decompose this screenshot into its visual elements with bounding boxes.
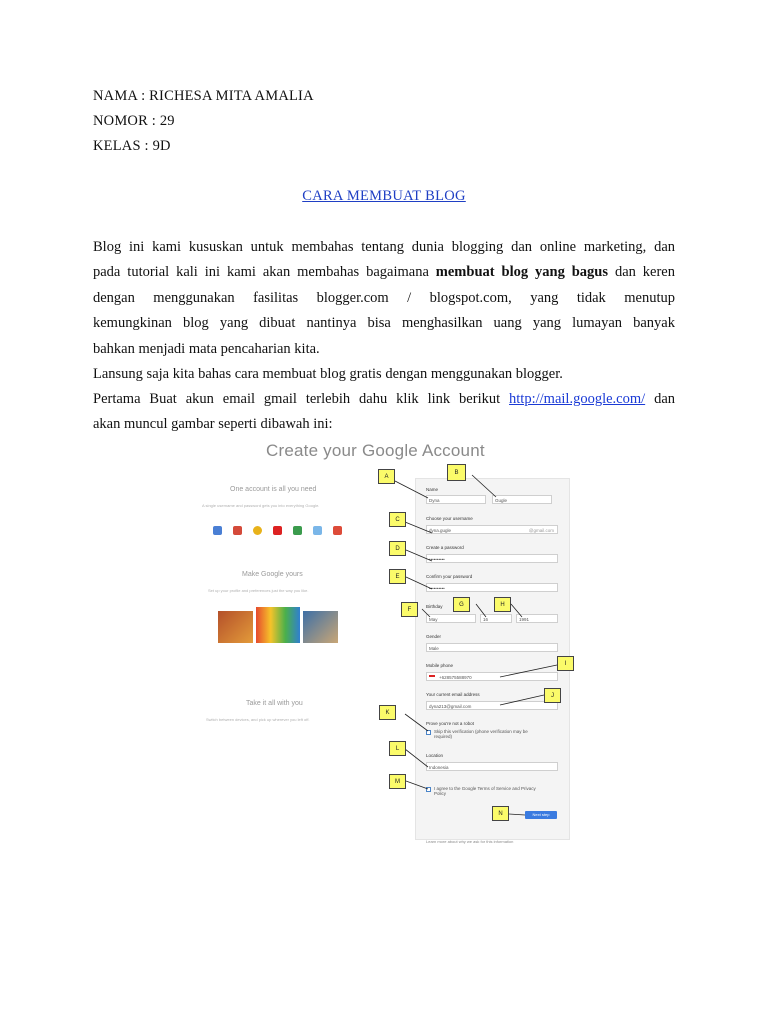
password-input[interactable]: •••••••••• xyxy=(426,554,558,563)
line-h xyxy=(511,604,522,617)
line-l xyxy=(405,749,428,767)
paragraph1-line1: Blog ini kami kususkan untuk membahas tentang dunia blogging dan online marketing, dan xyxy=(93,239,675,255)
paragraph1-line5: bahkan menjadi mata pencaharian kita. xyxy=(93,341,320,357)
left-heading-1: One account is all you need xyxy=(230,486,317,493)
line-a xyxy=(395,481,428,498)
document-title-wrap xyxy=(0,188,768,205)
left-sub-2: Set up your profile and preferences just the way you like. xyxy=(208,588,309,593)
last-name-input[interactable]: Gugle xyxy=(492,495,552,504)
gmail-link[interactable]: http://mail.google.com/ xyxy=(509,391,646,407)
mobile-value: +628575588970 xyxy=(439,675,472,680)
line-j xyxy=(500,695,544,705)
paragraph1-line4: kemungkinan blog yang dibuat nantinya bisa menghasilkan uang yang lumayan banyak xyxy=(93,315,675,331)
location-label: Location xyxy=(426,753,444,758)
birthday-label: Birthday xyxy=(426,604,443,609)
callout-k: K xyxy=(379,705,396,720)
line-k xyxy=(405,714,428,731)
current-email-input[interactable]: dyna213@gmail.com xyxy=(426,701,558,710)
line-i xyxy=(500,665,557,677)
first-name-input[interactable]: Dyna xyxy=(426,495,486,504)
birth-year-input[interactable]: 1991 xyxy=(516,614,558,623)
p1-line2-after: dan keren xyxy=(608,264,675,280)
callout-j: J xyxy=(544,688,561,703)
location-select[interactable]: Indonesia xyxy=(426,762,558,771)
student-name: NAMA : RICHESA MITA AMALIA xyxy=(93,88,314,104)
line-e xyxy=(406,577,432,589)
student-class: KELAS : 9D xyxy=(93,138,171,154)
line-d xyxy=(406,550,432,561)
confirm-password-input[interactable]: •••••••••• xyxy=(426,583,558,592)
line-g xyxy=(476,604,486,617)
username-label: Choose your username xyxy=(426,516,473,521)
paragraph1-line2 xyxy=(93,260,675,286)
name-label: Name xyxy=(426,487,439,492)
paragraph3-line2: akan muncul gambar seperti dibawah ini: xyxy=(93,416,333,432)
mobile-label: Mobile phone xyxy=(426,663,454,668)
skip-verification-text: Skip this verification (phone verification may be required) xyxy=(434,729,528,739)
left-sub-1: A single username and password gets you into everything Google. xyxy=(202,503,320,508)
callout-c: C xyxy=(389,512,406,527)
left-heading-3: Take it all with you xyxy=(246,700,303,707)
paragraph3-line1 xyxy=(93,387,675,413)
username-suffix: @gmail.com xyxy=(528,528,554,533)
callout-m: M xyxy=(389,774,406,789)
paragraph1-line3: dengan menggunakan fasilitas blogger.com / blogspot.com, yang tidak menutup xyxy=(93,290,675,306)
google-signup-screenshot xyxy=(200,437,584,849)
username-value: dyna.gugle xyxy=(429,528,452,533)
callout-n: N xyxy=(492,806,509,821)
paragraph2: Lansung saja kita bahas cara membuat blog gratis dengan menggunakan blogger. xyxy=(93,366,563,382)
birth-day-input[interactable]: 16 xyxy=(480,614,512,623)
student-number: NOMOR : 29 xyxy=(93,113,175,129)
left-sub-3: Switch between devices, and pick up wherever you left off. xyxy=(206,717,310,722)
figure-title: Create your Google Account xyxy=(266,441,485,460)
line-b xyxy=(472,475,496,497)
callout-a: A xyxy=(378,469,395,484)
next-step-button[interactable]: Next step xyxy=(525,811,557,819)
email-label: Your current email address xyxy=(426,692,480,697)
line-c xyxy=(405,522,432,533)
p3-after-link: dan xyxy=(645,391,675,407)
callout-b: B xyxy=(447,464,466,481)
line-m xyxy=(406,781,428,789)
callout-h: H xyxy=(494,597,511,612)
line-n xyxy=(509,814,525,815)
robot-label: Prove you're not a robot xyxy=(426,721,474,726)
gender-label: Gender xyxy=(426,634,442,639)
birth-month-select[interactable]: May xyxy=(426,614,476,623)
password-label: Create a password xyxy=(426,545,464,550)
agree-terms-text: I agree to the Google Terms of Service and Privacy Policy xyxy=(434,786,536,796)
gender-select[interactable]: Male xyxy=(426,643,558,652)
line-f xyxy=(422,609,430,617)
confirm-password-label: Confirm your password xyxy=(426,574,473,579)
callout-d: D xyxy=(389,541,406,556)
p1-line2-bold: membuat blog yang bagus xyxy=(435,264,609,280)
left-heading-2: Make Google yours xyxy=(242,571,303,578)
document-title[interactable]: CARA MEMBUAT BLOG xyxy=(302,188,466,204)
callout-f: F xyxy=(401,602,418,617)
learn-more-text[interactable]: Learn more about why we ask for this information xyxy=(426,839,514,844)
callout-i: I xyxy=(557,656,574,671)
callout-e: E xyxy=(389,569,406,584)
p3-before-link: Pertama Buat akun email gmail terlebih dahu klik link berikut xyxy=(93,391,510,407)
p1-line2-before: pada tutorial kali ini kami akan membahas bagaimana xyxy=(93,264,436,280)
callout-g: G xyxy=(453,597,470,612)
callout-l: L xyxy=(389,741,406,756)
